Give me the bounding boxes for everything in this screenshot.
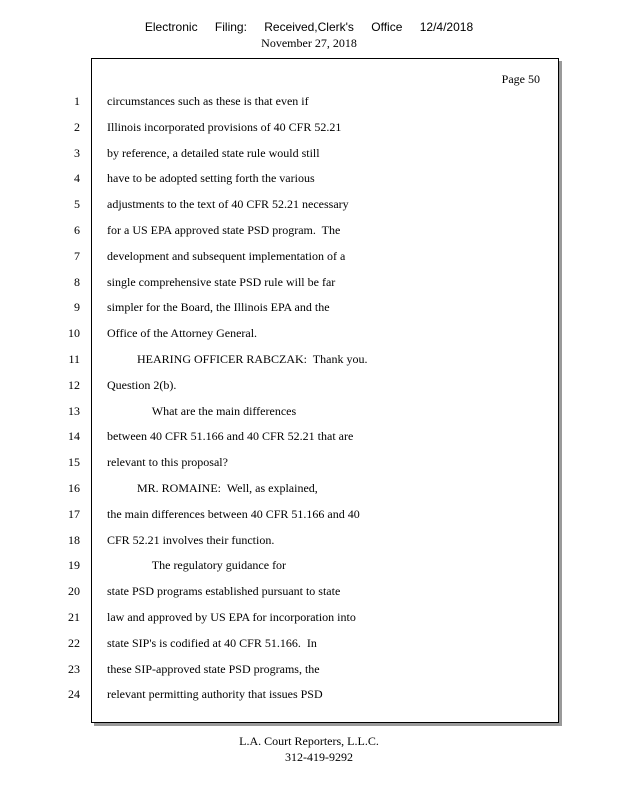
line-number: 9 [74,300,80,314]
filing-stamp-electronic: Electronic [144,20,198,34]
transcript-line: CFR 52.21 involves their function. [107,533,275,547]
line-number: 20 [68,584,80,598]
transcript-line: relevant to this proposal? [107,455,228,469]
line-number: 14 [68,429,80,443]
transcript-line: HEARING OFFICER RABCZAK: Thank you. [107,352,368,366]
page-number: Page 50 [501,72,540,86]
filing-stamp-received: Received,Clerk's [264,20,354,34]
transcript-date: November 27, 2018 [261,36,357,50]
line-number: 6 [74,223,80,237]
transcript-line: the main differences between 40 CFR 51.166 and 40 [107,507,360,521]
line-number: 12 [68,378,80,392]
line-number: 2 [74,120,80,134]
transcript-line: circumstances such as these is that even if [107,94,309,108]
line-number: 8 [74,275,80,289]
transcript-line: single comprehensive state PSD rule will be far [107,275,336,289]
footer-phone: 312-419-9292 [285,750,353,764]
line-number: 7 [74,249,80,263]
transcript-line: relevant permitting authority that issues PSD [107,687,323,701]
transcript-line: The regulatory guidance for [107,558,287,572]
line-number: 5 [74,197,80,211]
filing-stamp-date: 12/4/2018 [419,20,474,34]
transcript-line: by reference, a detailed state rule would still [107,146,320,160]
line-number: 15 [68,455,80,469]
filing-stamp-office: Office [371,20,403,34]
transcript-line: Illinois incorporated provisions of 40 CFR 52.21 [107,120,342,134]
transcript-line: law and approved by US EPA for incorporation into [107,610,356,624]
transcript-line: state SIP's is codified at 40 CFR 51.166. In [107,636,317,650]
transcript-line: MR. ROMAINE: Well, as explained, [107,481,318,495]
filing-stamp [0,20,618,34]
line-number: 23 [68,662,80,676]
line-number: 11 [68,352,80,366]
line-number: 1 [74,94,80,108]
line-number: 21 [68,610,80,624]
line-number: 4 [74,171,80,185]
line-number: 10 [68,326,80,340]
transcript-line: these SIP-approved state PSD programs, the [107,662,320,676]
line-number: 13 [68,404,80,418]
filing-stamp-filing: Filing: [214,20,247,34]
line-number: 22 [68,636,80,650]
footer-company: L.A. Court Reporters, L.L.C. [239,734,379,748]
line-number: 18 [68,533,80,547]
line-number: 17 [68,507,80,521]
transcript-line: Office of the Attorney General. [107,326,258,340]
transcript-line: development and subsequent implementation of a [107,249,346,263]
line-number: 3 [74,146,80,160]
transcript-line: for a US EPA approved state PSD program. The [107,223,341,237]
transcript-line: simpler for the Board, the Illinois EPA and the [107,300,330,314]
line-number: 24 [68,687,80,701]
transcript-line: What are the main differences [107,404,297,418]
transcript-line: Question 2(b). [107,378,177,392]
transcript-line: between 40 CFR 51.166 and 40 CFR 52.21 that are [107,429,354,443]
transcript-line: state PSD programs established pursuant to state [107,584,341,598]
transcript-line: adjustments to the text of 40 CFR 52.21 necessary [107,197,349,211]
line-number: 16 [68,481,80,495]
transcript-line: have to be adopted setting forth the various [107,171,315,185]
line-number: 19 [68,558,80,572]
